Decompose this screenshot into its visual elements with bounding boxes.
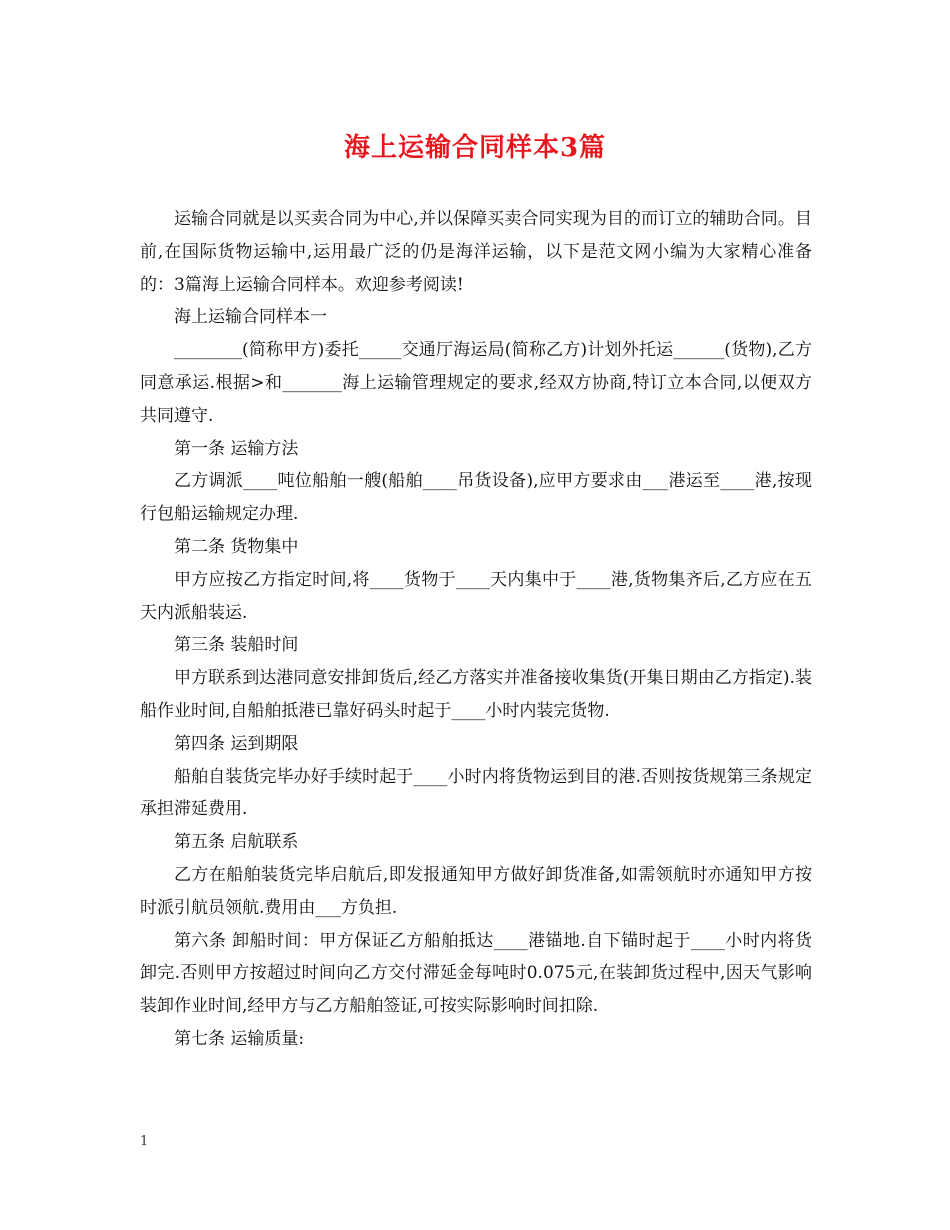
- contract-preamble: ________(简称甲方)委托_____交通厅海运局(简称乙方)计划外托运______(货物),乙方同意承运.根据>和_______海上运输管理规定的要求,经双方协商,特订立本合同,以便双方共同遵守.: [140, 340, 812, 426]
- document-title: 海上运输合同样本3篇: [343, 133, 607, 163]
- article-5-text: 乙方在船舶装货完毕启航后,即发报通知甲方做好卸货准备,如需领航时亦通知甲方按时派引航员领航.费用由___方负担.: [140, 864, 812, 918]
- article-1-heading: 第一条 运输方法: [174, 438, 299, 459]
- article-4-heading: 第四条 运到期限: [174, 733, 299, 754]
- article-3-heading: 第三条 装船时间: [174, 635, 299, 656]
- article-2-text: 甲方应按乙方指定时间,将____货物于____天内集中于____港,货物集齐后,乙方应在五天内派船装运.: [140, 569, 812, 623]
- article-7-heading: 第七条 运输质量:: [174, 1028, 305, 1049]
- page-number: 1: [140, 1134, 149, 1149]
- article-4-text: 船舶自装货完毕办好手续时起于____小时内将货物运到目的港.否则按货规第三条规定承担滞延费用.: [140, 766, 812, 820]
- article-2-heading: 第二条 货物集中: [174, 536, 299, 557]
- article-1-text: 乙方调派____吨位船舶一艘(船舶____吊货设备),应甲方要求由___港运至____港,按现行包船运输规定办理.: [140, 471, 812, 525]
- document-body: [140, 203, 812, 1056]
- article-6-text: 第六条 卸船时间：甲方保证乙方船舶抵达____港锚地.自下锚时起于____小时内将货卸完.否则甲方按超过时间向乙方交付滞延金每吨时0.075元,在装卸货过程中,因天气影响装卸作业时间,经甲方与乙方船舶签证,可按实际影响时间扣除.: [140, 930, 812, 1017]
- article-3-text: 甲方联系到达港同意安排卸货后,经乙方落实并准备接收集货(开集日期由乙方指定).装船作业时间,自船舶抵港已靠好码头时起于____小时内装完货物.: [140, 668, 812, 721]
- article-5-heading: 第五条 启航联系: [174, 832, 299, 853]
- section-heading-sample-one: 海上运输合同样本一: [174, 307, 327, 328]
- intro-paragraph: 运输合同就是以买卖合同为中心,并以保障买卖合同实现为目的而订立的辅助合同。目前,在国际货物运输中,运用最广泛的仍是海洋运输，以下是范文网小编为大家精心准备的：3篇海上运输合同样本。欢迎参考阅读!: [140, 209, 812, 295]
